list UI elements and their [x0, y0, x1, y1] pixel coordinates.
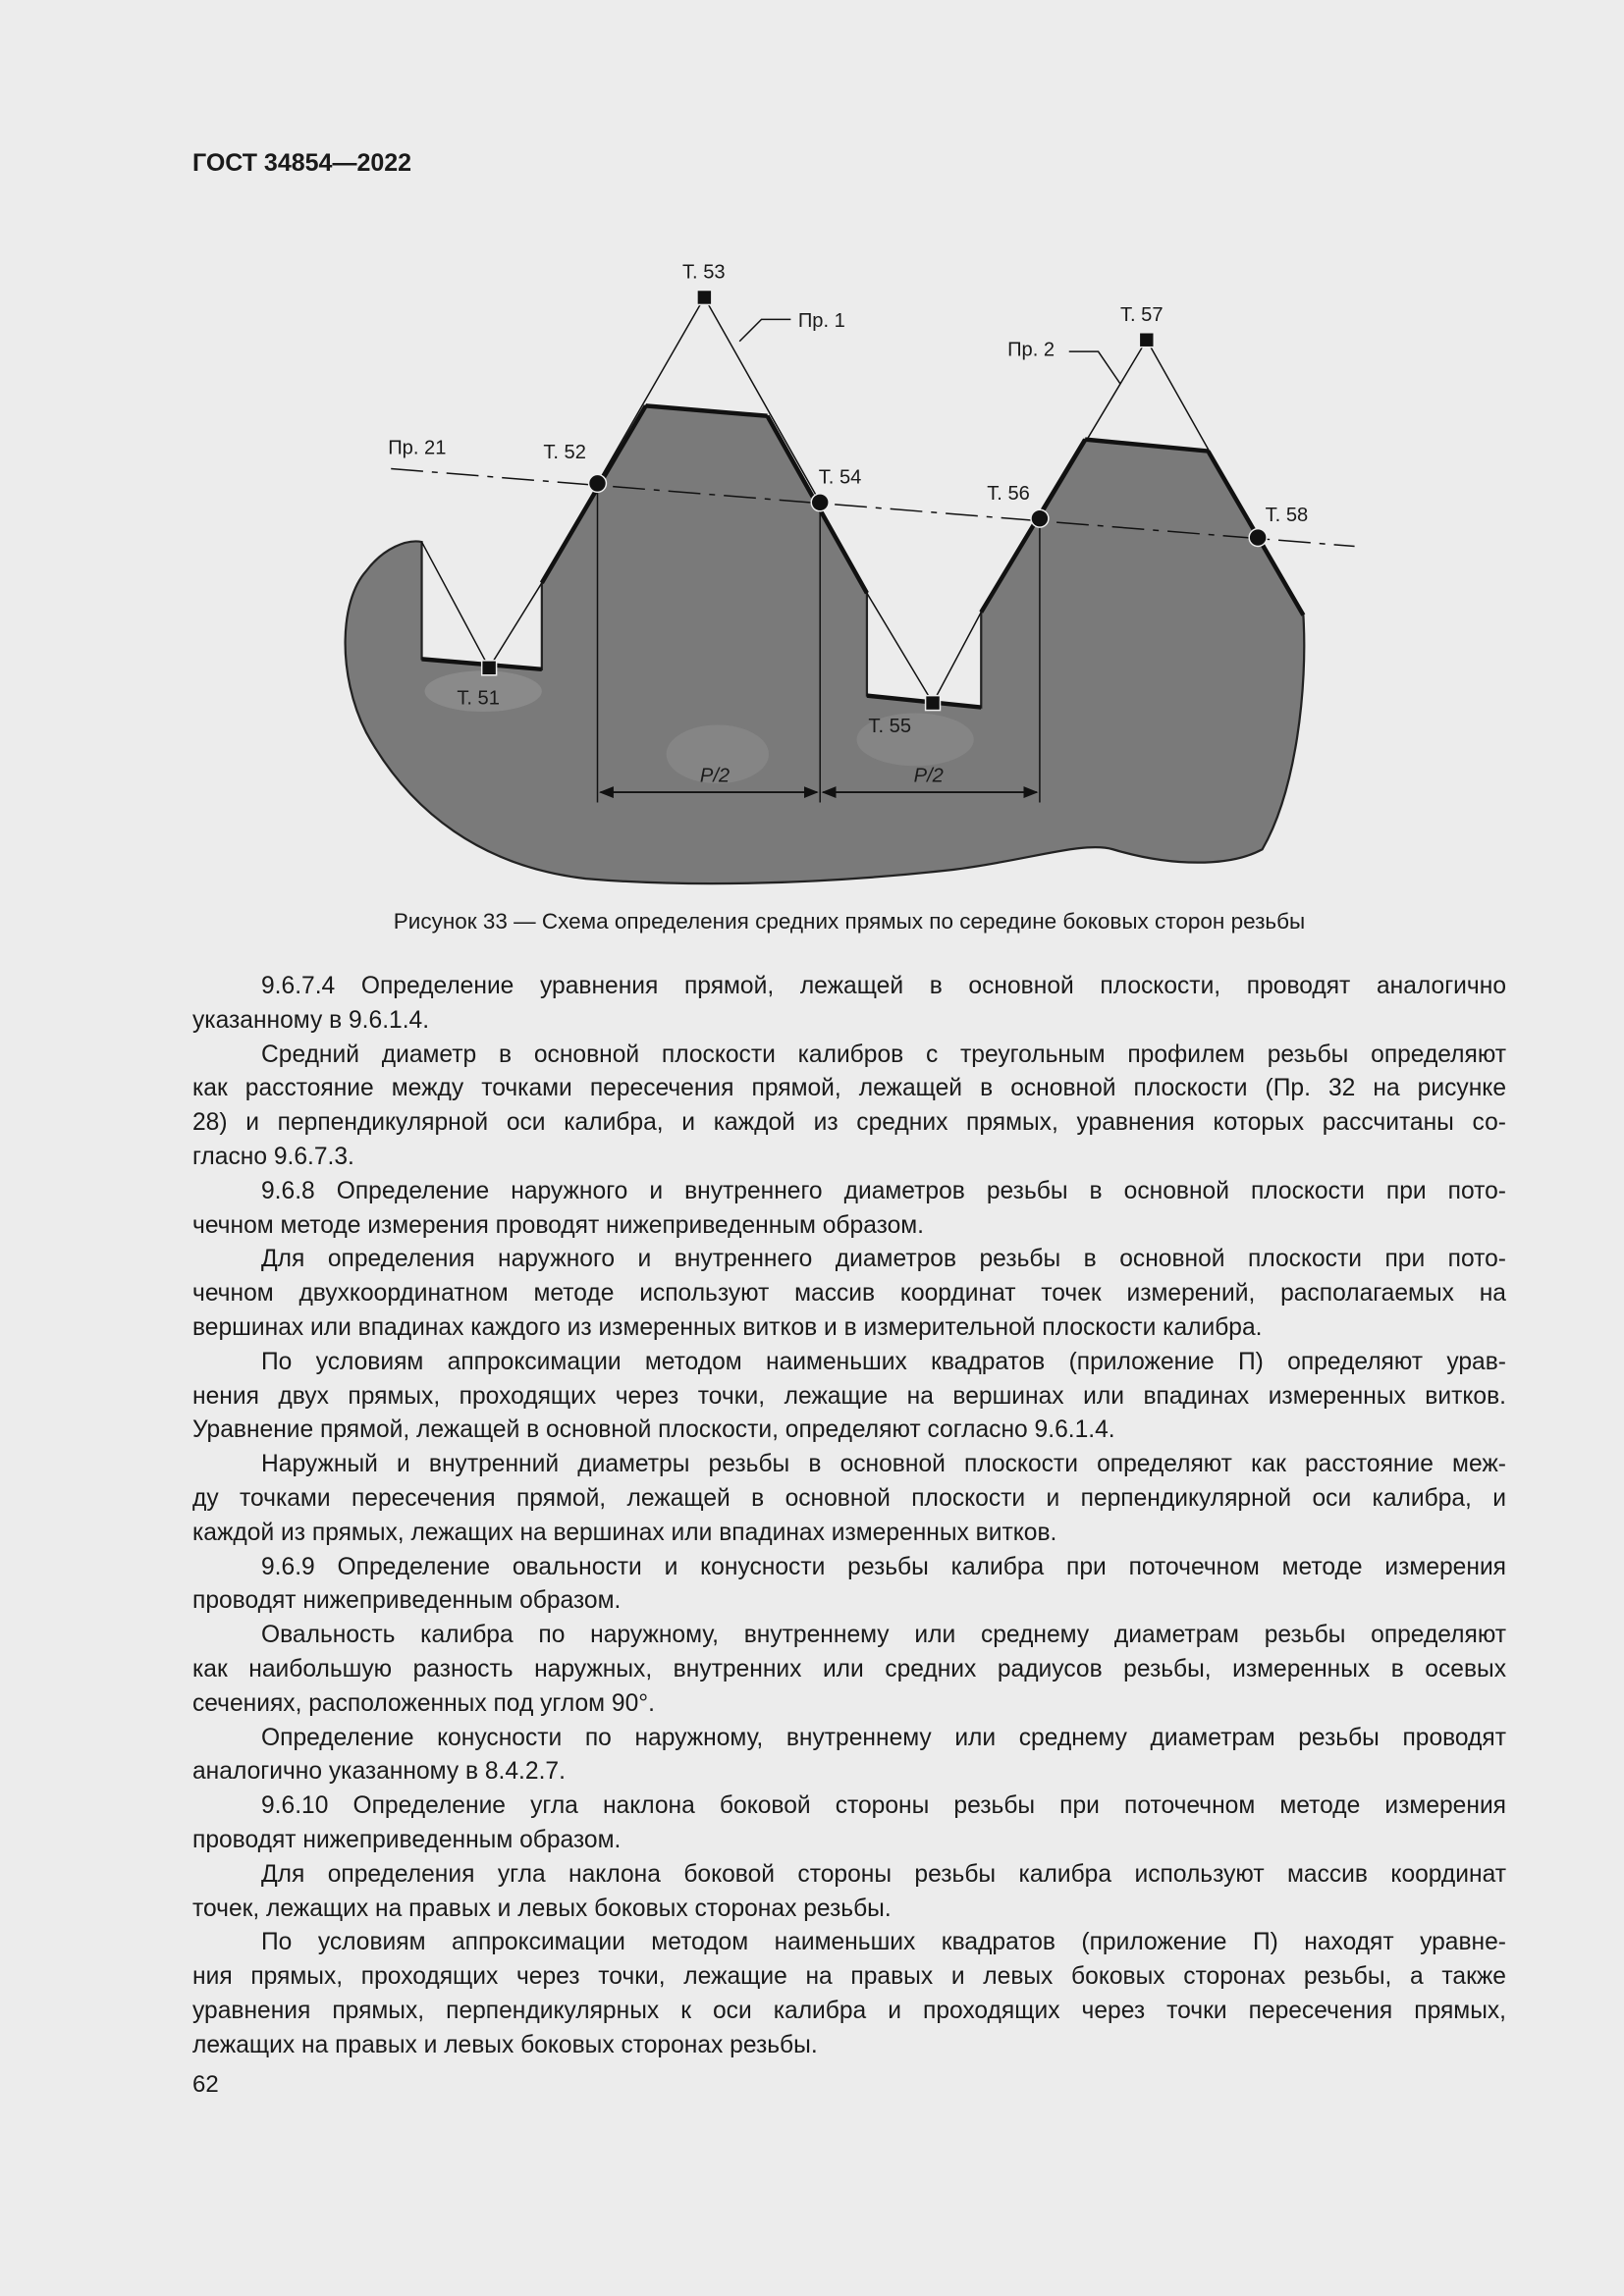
paragraph [192, 1243, 1506, 1345]
text-line: аналогично указанному в 8.4.2.7. [192, 1758, 566, 1786]
paragraph [192, 1858, 1506, 1927]
text-line: как расстояние между точками пересечения прямой, лежащей в основной плоскости (Пр. 32 на рисунке [192, 1075, 1506, 1102]
text-line: как наибольшую разность наружных, внутренних или средних радиусов резьбы, измеренных в осевых [192, 1655, 1506, 1682]
text-line: ду точками пересечения прямой, лежащей в основной плоскости и перпендикулярной оси калибра, и [192, 1484, 1506, 1512]
text-line: проводят нижеприведенным образом. [192, 1587, 622, 1615]
paragraph [192, 1175, 1506, 1244]
paragraph [192, 1346, 1506, 1448]
text-line: вершинах или впадинах каждого из измеренных витков и в измерительной плоскости калибра. [192, 1313, 1263, 1341]
text-line: нения двух прямых, проходящих через точки, лежащие на вершинах или впадинах измеренных витков. [192, 1382, 1506, 1410]
page-number: 62 [192, 2071, 219, 2098]
text-line: гласно 9.6.7.3. [192, 1143, 354, 1170]
label-half-pitch: P/2 [913, 765, 944, 787]
text-line: Наружный и внутренний диаметры резьбы в основной плоскости определяют как расстояние меж- [261, 1451, 1506, 1478]
text-line: По условиям аппроксимации методом наименьших квадратов (приложение П) определяют урав- [261, 1348, 1506, 1375]
label-t56: Т. 56 [987, 482, 1030, 505]
label-t55: Т. 55 [868, 715, 912, 737]
text-line: уравнения прямых, перпендикулярных к оси калибра и проходящих через точки пересечения прямых, [192, 1997, 1506, 2024]
text-line: Овальность калибра по наружному, внутреннему или среднему диаметрам резьбы определяют [261, 1622, 1506, 1649]
text-line: Определение конусности по наружному, внутреннему или среднему диаметрам резьбы проводят [261, 1724, 1506, 1751]
text-line: Уравнение прямой, лежащей в основной плоскости, определяют согласно 9.6.1.4. [192, 1416, 1115, 1444]
point-t58 [1249, 529, 1267, 547]
text-line: чечном двухкоординатном методе используют массив координат точек измерений, располагаемых на [192, 1280, 1506, 1308]
point-t54 [811, 494, 829, 511]
text-line: точек, лежащих на правых и левых боковых сторонах резьбы. [192, 1895, 892, 1922]
label-t52: Т. 52 [543, 442, 586, 464]
point-t51 [482, 661, 497, 675]
point-t57 [1139, 333, 1154, 347]
text-line: ния прямых, проходящих через точки, лежащие на правых и левых боковых сторонах резьбы, а также [192, 1963, 1506, 1991]
text-line: сечениях, расположенных под углом 90°. [192, 1689, 655, 1717]
label-t54: Т. 54 [818, 466, 862, 489]
label-t57: Т. 57 [1119, 303, 1164, 326]
paragraph [192, 1551, 1506, 1620]
paragraph [192, 1448, 1506, 1550]
paragraph [192, 970, 1506, 1039]
body-text [192, 970, 1506, 2063]
label-t58: Т. 58 [1265, 505, 1309, 527]
label-pr21: Пр. 21 [388, 437, 447, 459]
label-pr1: Пр. 1 [797, 309, 845, 332]
text-line: 9.6.7.4 Определение уравнения прямой, лежащей в основной плоскости, проводят аналогично [261, 973, 1506, 999]
label-pr2: Пр. 2 [1007, 339, 1056, 361]
label-half-pitch: P/2 [699, 765, 731, 787]
paragraph [192, 1789, 1506, 1858]
point-t52 [589, 474, 607, 492]
text-line: Для определения угла наклона боковой стороны резьбы калибра используют массив координат [261, 1860, 1506, 1888]
text-line: проводят нижеприведенным образом. [192, 1826, 622, 1853]
paragraph [192, 1619, 1506, 1721]
text-line: Средний диаметр в основной плоскости калибров с треугольным профилем резьбы определяют [261, 1041, 1506, 1068]
document-header: ГОСТ 34854—2022 [192, 149, 412, 177]
text-line: Для определения наружного и внутреннего диаметров резьбы в основной плоскости при пото- [261, 1246, 1506, 1273]
text-line: 9.6.8 Определение наружного и внутреннего диаметров резьбы в основной плоскости при пото- [261, 1177, 1506, 1204]
text-line: каждой из прямых, лежащих на вершинах или впадинах измеренных витков. [192, 1519, 1057, 1546]
text-line: 28) и перпендикулярной оси калибра, и каждой из средних прямых, уравнения которых рассчитаны со- [192, 1109, 1506, 1137]
text-line: 9.6.9 Определение овальности и конусности резьбы калибра при поточечном методе измерения [261, 1553, 1506, 1580]
paragraph [192, 1926, 1506, 2062]
text-line: чечном методе измерения проводят нижеприведенным образом. [192, 1211, 925, 1239]
paragraph [192, 1722, 1506, 1790]
point-t55 [926, 696, 941, 711]
text-line: указанному в 9.6.1.4. [192, 1006, 430, 1034]
text-line: По условиям аппроксимации методом наименьших квадратов (приложение П) находят уравне- [261, 1929, 1506, 1956]
label-t53: Т. 53 [682, 261, 726, 284]
figure-caption: Рисунок 33 — Схема определения средних прямых по середине боковых сторон резьбы [393, 909, 1306, 934]
point-t56 [1031, 509, 1049, 527]
text-line: 9.6.10 Определение угла наклона боковой стороны резьбы при поточечном методе измерения [261, 1792, 1506, 1820]
paragraph [192, 1039, 1506, 1175]
label-t51: Т. 51 [457, 687, 500, 710]
text-line: лежащих на правых и левых боковых сторонах резьбы. [192, 2031, 818, 2058]
point-t53 [697, 291, 712, 305]
